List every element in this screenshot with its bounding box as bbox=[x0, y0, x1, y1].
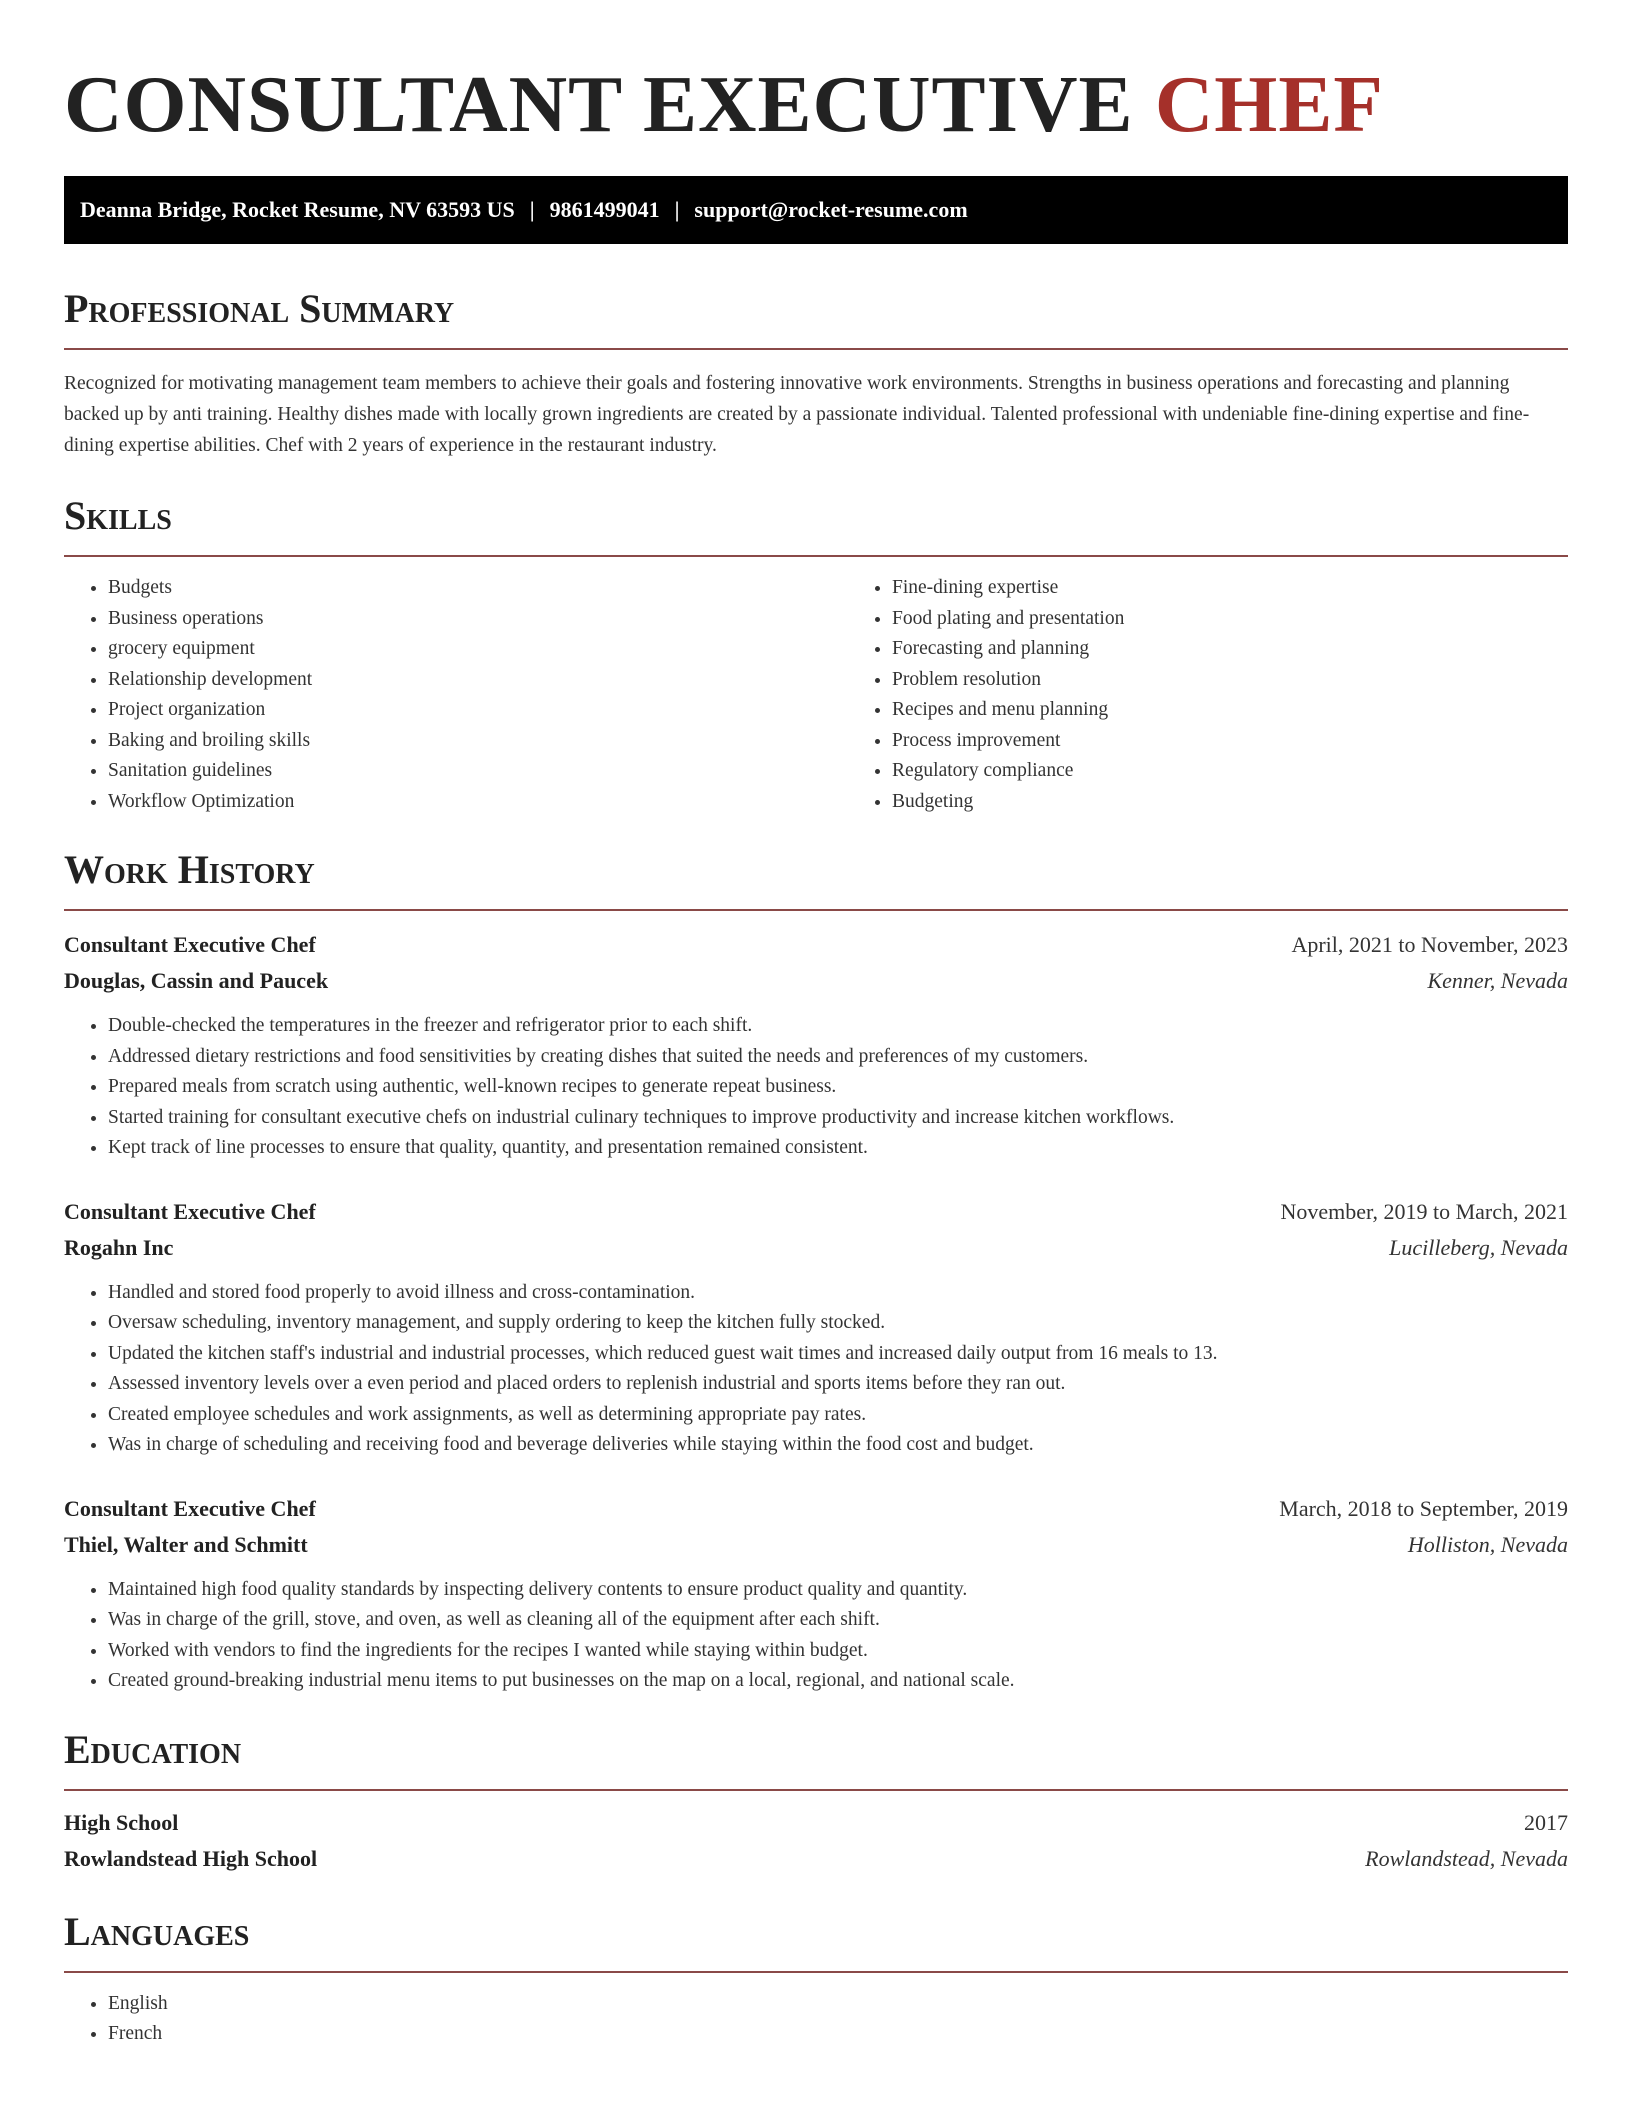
job-bullet: • Was in charge of scheduling and receiving food and beverage deliveries while staying within the food cost and budget. bbox=[108, 1430, 1568, 1461]
job-bullet: • Assessed inventory levels over a even period and placed orders to replenish industrial and sports items before they ran out. bbox=[108, 1369, 1568, 1400]
skill-item: • Business operations bbox=[108, 604, 848, 635]
languages-section bbox=[64, 1907, 1568, 2050]
education-school-row bbox=[64, 1841, 1568, 1877]
job-bullets bbox=[64, 1011, 1568, 1164]
section-title-languages: Languages bbox=[64, 1908, 250, 1954]
job-bullet: • Updated the kitchen staff's industrial and industrial processes, which reduced guest wait times and increased daily output from 16 meals to 13. bbox=[108, 1339, 1568, 1370]
education-degree-row bbox=[64, 1805, 1568, 1841]
skills-list-left bbox=[64, 573, 848, 817]
job-location: Kenner, Nevada bbox=[1427, 968, 1568, 993]
education-entry bbox=[64, 1805, 1568, 1877]
job-title: Consultant Executive Chef bbox=[64, 932, 316, 957]
section-title-work-history: Work History bbox=[64, 847, 315, 892]
section-title-summary: Professional Summary bbox=[64, 286, 455, 331]
section-divider bbox=[64, 1971, 1568, 1973]
job-bullet: • Worked with vendors to find the ingredients for the recipes I wanted while staying within budget. bbox=[108, 1636, 1568, 1667]
job-entry bbox=[64, 927, 1568, 1164]
job-bullet: • Kept track of line processes to ensure that quality, quantity, and presentation remained consistent. bbox=[108, 1133, 1568, 1164]
contact-email: support@rocket-resume.com bbox=[694, 197, 968, 222]
summary-text: Recognized for motivating management team members to achieve their goals and fostering innovative work environments. Strengths in business operations and forecasting and planning backed up by anti training. Healthy dishes made with locally grown ingredients are created by a passionate individual. Talented professional with undeniable fine-dining expertise and fine-dining expertise abilities. Chef with 2 years of experience in the restaurant industry. bbox=[64, 373, 1530, 456]
job-bullet: • Was in charge of the grill, stove, and oven, as well as cleaning all of the equipment after each shift. bbox=[108, 1605, 1568, 1636]
job-bullet: • Addressed dietary restrictions and food sensitivities by creating dishes that suited the needs and preferences of my customers. bbox=[108, 1042, 1568, 1073]
job-bullet: • Oversaw scheduling, inventory management, and supply ordering to keep the kitchen fully stocked. bbox=[108, 1308, 1568, 1339]
job-title-row bbox=[64, 927, 1568, 963]
skill-item: • Forecasting and planning bbox=[892, 634, 1124, 665]
skill-item: • Budgeting bbox=[892, 787, 1124, 818]
job-title: Consultant Executive Chef bbox=[64, 1198, 316, 1224]
section-divider bbox=[64, 909, 1568, 911]
job-bullets bbox=[64, 1575, 1568, 1697]
skill-item: • Budgets bbox=[108, 573, 848, 604]
skills-columns bbox=[64, 573, 1568, 817]
skills-section bbox=[64, 491, 1568, 817]
section-divider bbox=[64, 348, 1568, 350]
skill-item: • Regulatory compliance bbox=[892, 756, 1124, 787]
section-divider bbox=[64, 555, 1568, 557]
job-entry bbox=[64, 1491, 1568, 1697]
skill-item: • Problem resolution bbox=[892, 665, 1124, 696]
job-location: Lucilleberg, Nevada bbox=[1389, 1234, 1568, 1260]
job-location: Holliston, Nevada bbox=[1407, 1531, 1568, 1557]
skill-item: • Baking and broiling skills bbox=[108, 726, 848, 757]
skill-item: • Workflow Optimization bbox=[108, 787, 848, 818]
skill-item: • Recipes and menu planning bbox=[892, 695, 1124, 726]
education-degree: High School bbox=[64, 1809, 179, 1835]
contact-separator: | bbox=[529, 197, 535, 222]
section-title-education: Education bbox=[64, 1726, 242, 1772]
title-accent: CHEF bbox=[1154, 59, 1384, 149]
summary-section bbox=[64, 284, 1568, 461]
contact-address: Deanna Bridge, Rocket Resume, NV 63593 US bbox=[80, 197, 515, 222]
job-company: Thiel, Walter and Schmitt bbox=[64, 1531, 308, 1557]
skill-item: • grocery equipment bbox=[108, 634, 848, 665]
job-bullet: • Maintained high food quality standards by inspecting delivery contents to ensure product quality and quantity. bbox=[108, 1575, 1568, 1606]
job-company: Rogahn Inc bbox=[64, 1234, 174, 1260]
job-company-row bbox=[64, 1230, 1568, 1266]
education-school: Rowlandstead High School bbox=[64, 1845, 318, 1871]
skills-list-right bbox=[848, 573, 1124, 817]
job-dates: November, 2019 to March, 2021 bbox=[1280, 1198, 1568, 1224]
job-company-row bbox=[64, 1527, 1568, 1563]
skill-item: • Food plating and presentation bbox=[892, 604, 1124, 635]
job-title: Consultant Executive Chef bbox=[64, 1495, 316, 1521]
language-item: • English bbox=[108, 1989, 1568, 2020]
job-bullet: • Created ground-breaking industrial menu items to put businesses on the map on a local, regional, and national scale. bbox=[108, 1666, 1568, 1697]
skill-item: • Process improvement bbox=[892, 726, 1124, 757]
contact-separator: | bbox=[674, 197, 680, 222]
job-bullet: • Handled and stored food properly to avoid illness and cross-contamination. bbox=[108, 1278, 1568, 1309]
job-entry bbox=[64, 1194, 1568, 1461]
education-location: Rowlandstead, Nevada bbox=[1365, 1845, 1568, 1871]
job-bullet: • Started training for consultant executive chefs on industrial culinary techniques to improve productivity and increase kitchen workflows. bbox=[108, 1103, 1568, 1134]
job-bullet: • Prepared meals from scratch using authentic, well-known recipes to generate repeat business. bbox=[108, 1072, 1568, 1103]
job-title-row bbox=[64, 1491, 1568, 1527]
section-divider bbox=[64, 1789, 1568, 1791]
job-bullet: • Double-checked the temperatures in the freezer and refrigerator prior to each shift. bbox=[108, 1011, 1568, 1042]
education-year: 2017 bbox=[1524, 1809, 1568, 1835]
job-company-row bbox=[64, 963, 1568, 999]
skill-item: • Sanitation guidelines bbox=[108, 756, 848, 787]
title-main: CONSULTANT EXECUTIVE bbox=[64, 59, 1134, 149]
job-bullets bbox=[64, 1278, 1568, 1461]
skill-item: • Relationship development bbox=[108, 665, 848, 696]
job-company: Douglas, Cassin and Paucek bbox=[64, 968, 329, 993]
job-title-row bbox=[64, 1194, 1568, 1230]
contact-phone: 9861499041 bbox=[549, 197, 660, 222]
job-bullet: • Created employee schedules and work assignments, as well as determining appropriate pay rates. bbox=[108, 1400, 1568, 1431]
work-history-section bbox=[64, 845, 1568, 1697]
education-section bbox=[64, 1725, 1568, 1877]
language-item: • French bbox=[108, 2019, 1568, 2050]
contact-bar bbox=[64, 176, 1568, 244]
job-dates: April, 2021 to November, 2023 bbox=[1291, 932, 1568, 957]
job-dates: March, 2018 to September, 2019 bbox=[1279, 1495, 1568, 1521]
languages-list bbox=[64, 1989, 1568, 2050]
skill-item: • Fine-dining expertise bbox=[892, 573, 1124, 604]
skill-item: • Project organization bbox=[108, 695, 848, 726]
section-title-skills: Skills bbox=[64, 493, 172, 538]
resume-title bbox=[64, 56, 1568, 152]
